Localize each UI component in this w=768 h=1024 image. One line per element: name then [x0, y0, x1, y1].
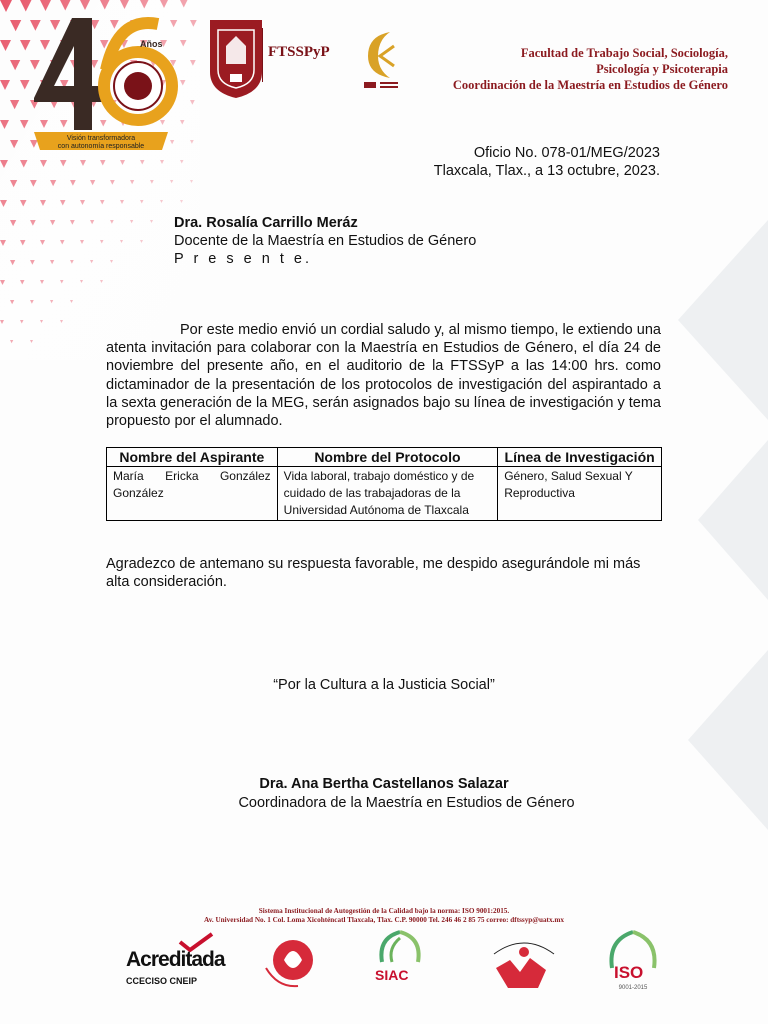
header-protocolo: Nombre del Protocolo [277, 448, 498, 467]
modelo-humanista-icon [486, 924, 562, 996]
acreditada-logo [118, 932, 225, 1002]
place-date: Tlaxcala, Tlax., a 13 octubre, 2023. [433, 163, 660, 179]
signatory-role: Coordinadora de la Maestría en Estudios de Género [238, 795, 575, 811]
institution-block [453, 45, 728, 93]
cell-aspirante: María Ericka González González [107, 467, 278, 521]
oficio-block [434, 144, 660, 180]
tagline-1: Visión transformadora [66, 135, 136, 142]
acreditada-sub: CCECISO CNEIP [126, 976, 198, 986]
body-paragraph: Por este medio envió un cordial saludo y, al mismo tiempo, le extiendo una atenta invitación para colaborar con la Maestría en Estudios de Género, el día 24 de noviembre del presente año, en el auditorio de la FTSSyP a las 14:00 hrs. como dictaminador de la presentación de los protocolos de investigación del aspirantado a la sexta generación de la MEG, serán asignados bajo su línea de investigación y tema propuesto por el alumnado. [106, 322, 661, 430]
motto: “Por la Cultura a la Justicia Social” [273, 677, 495, 693]
footer-line-2: Av. Universidad No. 1 Col. Loma Xicohténcatl Tlaxcala, Tlax. C.P. 90000 Tel. 246 46 2 85 75 correo: dftssyp@uatx.mx [204, 916, 564, 924]
header-aspirante: Nombre del Aspirante [107, 448, 278, 467]
oficio-number: Oficio No. 078-01/MEG/2023 [473, 145, 660, 161]
header-linea: Línea de Investigación [498, 448, 662, 467]
header-divider [262, 28, 263, 82]
tagline-2: con autonomía responsable [57, 143, 145, 150]
iso-label: ISO [614, 963, 644, 982]
autonomia-seal-icon [258, 928, 328, 992]
footer-line-1: Sistema Institucional de Autogestión de la Calidad bajo la norma: ISO 9001:2015. [258, 907, 510, 915]
meg-logo-icon [350, 24, 410, 94]
recipient-position: Docente de la Maestría en Estudios de Género [174, 233, 477, 249]
siac-label: SIAC [375, 967, 409, 983]
cell-protocolo: Vida laboral, trabajo doméstico y de cuidado de las trabajadoras de la Universidad Autónoma de Tlaxcala [277, 467, 498, 521]
institution-line-2: Psicología y Psicoterapia [596, 62, 728, 76]
decorative-watermark [648, 180, 768, 940]
protocol-table [106, 447, 662, 521]
iso-sub: 9001-2015 [618, 985, 648, 991]
footer-text [0, 907, 768, 925]
recipient-block [174, 214, 476, 268]
table-header-row [107, 448, 662, 467]
institution-line-1: Facultad de Trabajo Social, Sociología, [520, 46, 728, 60]
anniversary-46-logo [28, 10, 178, 150]
siac-icon [368, 928, 432, 968]
cell-linea: Género, Salud Sexual Y Reproductiva [498, 467, 662, 521]
closing-paragraph: Agradezco de antemano su respuesta favorable, me despido asegurándole mi más alta consideración. [106, 556, 641, 591]
table-row [107, 467, 662, 521]
signatory-name: Dra. Ana Bertha Castellanos Salazar [259, 776, 509, 792]
anos-label: Años [140, 39, 163, 49]
institution-line-3: Coordinación de la Maestría en Estudios de Género [452, 78, 728, 92]
acreditada-label: Acreditada [126, 948, 225, 971]
university-shield-icon [208, 16, 264, 100]
ftss-label: FTSSPyP [268, 44, 330, 60]
presente: P r e s e n t e. [174, 251, 313, 267]
recipient-name: Dra. Rosalía Carrillo Meráz [174, 215, 358, 231]
